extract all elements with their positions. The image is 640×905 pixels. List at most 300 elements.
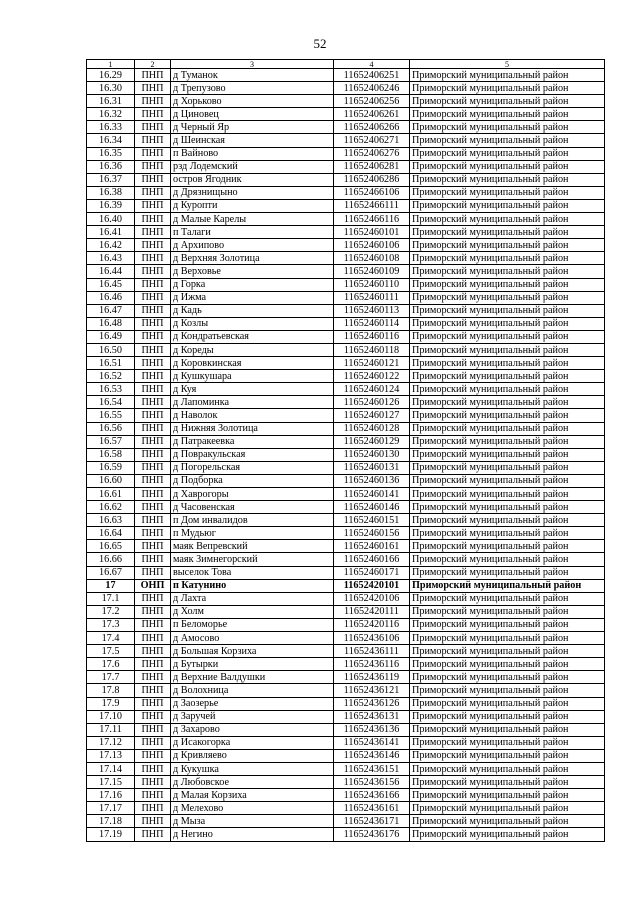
settlement-name-cell: д Холм: [171, 605, 334, 618]
table-row: [87, 789, 605, 802]
table-row: [87, 435, 605, 448]
oktmo-code-cell: 11652460151: [334, 514, 410, 527]
district-cell: Приморский муниципальный район: [410, 173, 605, 186]
district-cell: Приморский муниципальный район: [410, 343, 605, 356]
row-number-cell: 16.61: [87, 488, 135, 501]
settlement-name-cell: д Негино: [171, 828, 334, 841]
district-cell: Приморский муниципальный район: [410, 317, 605, 330]
settlement-name-cell: п Мудьюг: [171, 527, 334, 540]
table-row: [87, 474, 605, 487]
settlement-type-cell: ПНП: [135, 396, 171, 409]
table-row: [87, 160, 605, 173]
row-number-cell: 16.67: [87, 566, 135, 579]
table-row: [87, 501, 605, 514]
column-number-1: 1: [87, 60, 135, 69]
oktmo-code-cell: 11652436116: [334, 658, 410, 671]
settlement-type-cell: ПНП: [135, 749, 171, 762]
district-cell: Приморский муниципальный район: [410, 422, 605, 435]
table-row: [87, 776, 605, 789]
settlement-type-cell: ПНП: [135, 658, 171, 671]
row-number-cell: 17.11: [87, 723, 135, 736]
oktmo-code-cell: 11652460127: [334, 409, 410, 422]
oktmo-code-cell: 11652420101: [334, 579, 410, 592]
settlement-name-cell: д Коровкинская: [171, 357, 334, 370]
settlement-name-cell: д Куропти: [171, 199, 334, 212]
settlement-name-cell: д Кореды: [171, 343, 334, 356]
oktmo-code-cell: 11652460101: [334, 226, 410, 239]
district-cell: Приморский муниципальный район: [410, 330, 605, 343]
settlement-name-cell: д Лапоминка: [171, 396, 334, 409]
oktmo-code-cell: 11652460114: [334, 317, 410, 330]
oktmo-code-cell: 11652420116: [334, 618, 410, 631]
settlement-type-cell: ПНП: [135, 710, 171, 723]
table-row: [87, 828, 605, 841]
oktmo-code-cell: 11652436141: [334, 736, 410, 749]
district-cell: Приморский муниципальный район: [410, 553, 605, 566]
table-row: [87, 186, 605, 199]
district-cell: Приморский муниципальный район: [410, 514, 605, 527]
settlement-type-cell: ПНП: [135, 723, 171, 736]
settlement-name-cell: д Горка: [171, 278, 334, 291]
settlement-name-cell: д Кривляево: [171, 749, 334, 762]
oktmo-code-cell: 11652436131: [334, 710, 410, 723]
district-cell: Приморский муниципальный район: [410, 370, 605, 383]
settlement-name-cell: д Хаврогоры: [171, 488, 334, 501]
settlement-type-cell: ПНП: [135, 540, 171, 553]
table-row: [87, 645, 605, 658]
table-row: [87, 448, 605, 461]
table-row: [87, 252, 605, 265]
settlement-name-cell: д Погорельская: [171, 461, 334, 474]
table-row: [87, 592, 605, 605]
oktmo-code-cell: 11652460111: [334, 291, 410, 304]
settlement-name-cell: д Бутырки: [171, 658, 334, 671]
table-row: [87, 749, 605, 762]
settlement-name-cell: п Катунино: [171, 579, 334, 592]
oktmo-code-cell: 11652436161: [334, 802, 410, 815]
settlement-type-cell: ПНП: [135, 291, 171, 304]
settlement-name-cell: д Волохница: [171, 684, 334, 697]
row-number-cell: 16.39: [87, 199, 135, 212]
settlements-table: [86, 59, 605, 842]
district-cell: Приморский муниципальный район: [410, 540, 605, 553]
oktmo-code-cell: 11652460161: [334, 540, 410, 553]
table-row: [87, 527, 605, 540]
settlement-type-cell: ПНП: [135, 527, 171, 540]
table-row: [87, 566, 605, 579]
row-number-cell: 16.34: [87, 134, 135, 147]
oktmo-code-cell: 11652460156: [334, 527, 410, 540]
oktmo-code-cell: 11652466111: [334, 199, 410, 212]
oktmo-code-cell: 11652436111: [334, 645, 410, 658]
table-row: [87, 199, 605, 212]
settlement-name-cell: д Мелехово: [171, 802, 334, 815]
table-row: [87, 540, 605, 553]
table-row: [87, 396, 605, 409]
settlement-type-cell: ПНП: [135, 435, 171, 448]
district-cell: Приморский муниципальный район: [410, 435, 605, 448]
oktmo-code-cell: 11652460126: [334, 396, 410, 409]
district-cell: Приморский муниципальный район: [410, 684, 605, 697]
settlement-name-cell: д Хорьково: [171, 95, 334, 108]
settlement-type-cell: ПНП: [135, 121, 171, 134]
district-cell: Приморский муниципальный район: [410, 828, 605, 841]
table-row: [87, 553, 605, 566]
row-number-cell: 16.45: [87, 278, 135, 291]
oktmo-code-cell: 11652460171: [334, 566, 410, 579]
settlement-name-cell: д Захарово: [171, 723, 334, 736]
district-cell: Приморский муниципальный район: [410, 749, 605, 762]
settlement-name-cell: д Заозерье: [171, 697, 334, 710]
table-row: [87, 213, 605, 226]
row-number-cell: 16.40: [87, 213, 135, 226]
row-number-cell: 16.41: [87, 226, 135, 239]
settlement-name-cell: д Нижняя Золотица: [171, 422, 334, 435]
settlement-name-cell: д Лахта: [171, 592, 334, 605]
oktmo-code-cell: 11652460128: [334, 422, 410, 435]
row-number-cell: 17: [87, 579, 135, 592]
row-number-cell: 16.63: [87, 514, 135, 527]
settlement-type-cell: ПНП: [135, 592, 171, 605]
table-row: [87, 697, 605, 710]
settlement-type-cell: ПНП: [135, 147, 171, 160]
row-number-cell: 17.6: [87, 658, 135, 671]
row-number-cell: 16.57: [87, 435, 135, 448]
district-cell: Приморский муниципальный район: [410, 736, 605, 749]
settlement-type-cell: ПНП: [135, 684, 171, 697]
settlement-name-cell: д Трепузово: [171, 82, 334, 95]
table-row: [87, 802, 605, 815]
settlement-name-cell: д Большая Корзиха: [171, 645, 334, 658]
row-number-cell: 17.2: [87, 605, 135, 618]
row-number-cell: 17.12: [87, 736, 135, 749]
table-row: [87, 134, 605, 147]
oktmo-code-cell: 11652436156: [334, 776, 410, 789]
column-number-5: 5: [410, 60, 605, 69]
table-row: [87, 658, 605, 671]
settlement-type-cell: ПНП: [135, 383, 171, 396]
settlement-type-cell: ПНП: [135, 173, 171, 186]
oktmo-code-cell: 11652460106: [334, 239, 410, 252]
table-row: [87, 605, 605, 618]
oktmo-code-cell: 11652436176: [334, 828, 410, 841]
table-row: [87, 69, 605, 82]
row-number-cell: 16.49: [87, 330, 135, 343]
oktmo-code-cell: 11652460121: [334, 357, 410, 370]
table-row: [87, 579, 605, 592]
row-number-cell: 16.32: [87, 108, 135, 121]
district-cell: Приморский муниципальный район: [410, 710, 605, 723]
oktmo-code-cell: 11652466116: [334, 213, 410, 226]
settlement-type-cell: ПНП: [135, 645, 171, 658]
district-cell: Приморский муниципальный район: [410, 815, 605, 828]
settlement-name-cell: д Малая Корзиха: [171, 789, 334, 802]
oktmo-code-cell: 11652460122: [334, 370, 410, 383]
settlement-name-cell: д Дрязнищыно: [171, 186, 334, 199]
row-number-cell: 16.65: [87, 540, 135, 553]
settlement-type-cell: ПНП: [135, 815, 171, 828]
table-row: [87, 82, 605, 95]
settlement-name-cell: д Шеинская: [171, 134, 334, 147]
settlement-type-cell: ПНП: [135, 474, 171, 487]
district-cell: Приморский муниципальный район: [410, 579, 605, 592]
settlement-name-cell: д Амосово: [171, 632, 334, 645]
row-number-cell: 16.50: [87, 343, 135, 356]
table-row: [87, 422, 605, 435]
settlement-type-cell: ПНП: [135, 514, 171, 527]
settlement-type-cell: ПНП: [135, 330, 171, 343]
table-row: [87, 671, 605, 684]
oktmo-code-cell: 11652406261: [334, 108, 410, 121]
row-number-cell: 17.7: [87, 671, 135, 684]
table-row: [87, 815, 605, 828]
row-number-cell: 16.64: [87, 527, 135, 540]
oktmo-code-cell: 11652460124: [334, 383, 410, 396]
settlement-type-cell: ПНП: [135, 671, 171, 684]
row-number-cell: 16.33: [87, 121, 135, 134]
settlement-type-cell: ПНП: [135, 134, 171, 147]
oktmo-code-cell: 11652460141: [334, 488, 410, 501]
table-row: [87, 147, 605, 160]
settlement-type-cell: ПНП: [135, 265, 171, 278]
settlement-name-cell: п Вайново: [171, 147, 334, 160]
row-number-cell: 17.1: [87, 592, 135, 605]
oktmo-code-cell: 11652406251: [334, 69, 410, 82]
settlement-type-cell: ПНП: [135, 488, 171, 501]
district-cell: Приморский муниципальный район: [410, 304, 605, 317]
settlement-type-cell: ПНП: [135, 553, 171, 566]
settlement-type-cell: ПНП: [135, 304, 171, 317]
settlement-type-cell: ПНП: [135, 82, 171, 95]
district-cell: Приморский муниципальный район: [410, 802, 605, 815]
oktmo-code-cell: 11652436121: [334, 684, 410, 697]
table-row: [87, 304, 605, 317]
settlement-type-cell: ПНП: [135, 199, 171, 212]
oktmo-code-cell: 11652436119: [334, 671, 410, 684]
oktmo-code-cell: 11652460113: [334, 304, 410, 317]
table-row: [87, 239, 605, 252]
oktmo-code-cell: 11652460136: [334, 474, 410, 487]
settlement-name-cell: д Архипово: [171, 239, 334, 252]
row-number-cell: 17.14: [87, 762, 135, 775]
settlement-name-cell: д Часовенская: [171, 501, 334, 514]
district-cell: Приморский муниципальный район: [410, 199, 605, 212]
row-number-cell: 17.18: [87, 815, 135, 828]
district-cell: Приморский муниципальный район: [410, 252, 605, 265]
district-cell: Приморский муниципальный район: [410, 160, 605, 173]
settlement-name-cell: д Заручей: [171, 710, 334, 723]
table-row: [87, 317, 605, 330]
district-cell: Приморский муниципальный район: [410, 605, 605, 618]
settlement-name-cell: д Куя: [171, 383, 334, 396]
settlement-name-cell: д Кушкушара: [171, 370, 334, 383]
district-cell: Приморский муниципальный район: [410, 291, 605, 304]
row-number-cell: 16.60: [87, 474, 135, 487]
district-cell: Приморский муниципальный район: [410, 671, 605, 684]
oktmo-code-cell: 11652436171: [334, 815, 410, 828]
district-cell: Приморский муниципальный район: [410, 448, 605, 461]
settlement-type-cell: ПНП: [135, 762, 171, 775]
oktmo-code-cell: 11652460110: [334, 278, 410, 291]
row-number-cell: 16.53: [87, 383, 135, 396]
table-row: [87, 684, 605, 697]
row-number-cell: 16.38: [87, 186, 135, 199]
table-row: [87, 265, 605, 278]
settlement-name-cell: д Кондратьевская: [171, 330, 334, 343]
settlement-name-cell: д Исакогорка: [171, 736, 334, 749]
district-cell: Приморский муниципальный район: [410, 239, 605, 252]
settlement-name-cell: д Наволок: [171, 409, 334, 422]
settlement-type-cell: ПНП: [135, 160, 171, 173]
settlement-name-cell: д Циновец: [171, 108, 334, 121]
row-number-cell: 16.36: [87, 160, 135, 173]
table-row: [87, 383, 605, 396]
table-row: [87, 762, 605, 775]
settlement-type-cell: ПНП: [135, 566, 171, 579]
settlement-type-cell: ПНП: [135, 213, 171, 226]
district-cell: Приморский муниципальный район: [410, 501, 605, 514]
district-cell: Приморский муниципальный район: [410, 121, 605, 134]
table-row: [87, 330, 605, 343]
settlement-name-cell: д Верховье: [171, 265, 334, 278]
settlement-type-cell: ПНП: [135, 776, 171, 789]
settlement-name-cell: д Верхняя Золотица: [171, 252, 334, 265]
district-cell: Приморский муниципальный район: [410, 108, 605, 121]
table-row: [87, 618, 605, 631]
table-row: [87, 343, 605, 356]
row-number-cell: 16.52: [87, 370, 135, 383]
row-number-cell: 16.43: [87, 252, 135, 265]
district-cell: Приморский муниципальный район: [410, 186, 605, 199]
district-cell: Приморский муниципальный район: [410, 461, 605, 474]
settlement-type-cell: ПНП: [135, 69, 171, 82]
district-cell: Приморский муниципальный район: [410, 134, 605, 147]
oktmo-code-cell: 11652460129: [334, 435, 410, 448]
district-cell: Приморский муниципальный район: [410, 789, 605, 802]
district-cell: Приморский муниципальный район: [410, 762, 605, 775]
oktmo-code-cell: 11652420106: [334, 592, 410, 605]
row-number-cell: 17.19: [87, 828, 135, 841]
oktmo-code-cell: 11652436126: [334, 697, 410, 710]
row-number-cell: 17.10: [87, 710, 135, 723]
row-number-cell: 16.44: [87, 265, 135, 278]
oktmo-code-cell: 11652466106: [334, 186, 410, 199]
oktmo-code-cell: 11652460130: [334, 448, 410, 461]
settlement-type-cell: ПНП: [135, 605, 171, 618]
oktmo-code-cell: 11652436151: [334, 762, 410, 775]
settlement-name-cell: п Дом инвалидов: [171, 514, 334, 527]
district-cell: Приморский муниципальный район: [410, 776, 605, 789]
settlement-name-cell: д Кукушка: [171, 762, 334, 775]
settlement-name-cell: д Повракульская: [171, 448, 334, 461]
settlement-name-cell: д Верхние Валдушки: [171, 671, 334, 684]
table-row: [87, 409, 605, 422]
table-row: [87, 632, 605, 645]
district-cell: Приморский муниципальный район: [410, 226, 605, 239]
settlement-name-cell: д Туманок: [171, 69, 334, 82]
table-row: [87, 710, 605, 723]
settlement-name-cell: маяк Зимнегорский: [171, 553, 334, 566]
settlement-type-cell: ПНП: [135, 697, 171, 710]
table-row: [87, 723, 605, 736]
district-cell: Приморский муниципальный район: [410, 409, 605, 422]
oktmo-code-cell: 11652436106: [334, 632, 410, 645]
district-cell: Приморский муниципальный район: [410, 265, 605, 278]
oktmo-code-cell: 11652460131: [334, 461, 410, 474]
table-row: [87, 291, 605, 304]
settlement-type-cell: ПНП: [135, 409, 171, 422]
district-cell: Приморский муниципальный район: [410, 658, 605, 671]
settlement-type-cell: ПНП: [135, 370, 171, 383]
oktmo-code-cell: 11652436146: [334, 749, 410, 762]
district-cell: Приморский муниципальный район: [410, 566, 605, 579]
settlement-name-cell: маяк Вепревский: [171, 540, 334, 553]
row-number-cell: 16.58: [87, 448, 135, 461]
column-number-3: 3: [171, 60, 334, 69]
oktmo-code-cell: 11652406256: [334, 95, 410, 108]
row-number-cell: 17.3: [87, 618, 135, 631]
page-number: 52: [313, 36, 327, 51]
settlement-name-cell: д Кадь: [171, 304, 334, 317]
settlement-type-cell: ПНП: [135, 461, 171, 474]
district-cell: Приморский муниципальный район: [410, 527, 605, 540]
district-cell: Приморский муниципальный район: [410, 69, 605, 82]
district-cell: Приморский муниципальный район: [410, 592, 605, 605]
oktmo-code-cell: 11652460116: [334, 330, 410, 343]
settlement-name-cell: д Малые Карелы: [171, 213, 334, 226]
oktmo-code-cell: 11652460146: [334, 501, 410, 514]
row-number-cell: 16.42: [87, 239, 135, 252]
settlement-type-cell: ПНП: [135, 186, 171, 199]
oktmo-code-cell: 11652406271: [334, 134, 410, 147]
settlement-type-cell: ПНП: [135, 108, 171, 121]
settlement-type-cell: ПНП: [135, 618, 171, 631]
row-number-cell: 17.13: [87, 749, 135, 762]
settlement-type-cell: ПНП: [135, 501, 171, 514]
table-row: [87, 736, 605, 749]
row-number-cell: 16.59: [87, 461, 135, 474]
row-number-cell: 16.47: [87, 304, 135, 317]
oktmo-code-cell: 11652406286: [334, 173, 410, 186]
oktmo-code-cell: 11652436166: [334, 789, 410, 802]
oktmo-code-cell: 11652420111: [334, 605, 410, 618]
district-cell: Приморский муниципальный район: [410, 632, 605, 645]
settlement-type-cell: ПНП: [135, 448, 171, 461]
district-cell: Приморский муниципальный район: [410, 147, 605, 160]
oktmo-code-cell: 11652460166: [334, 553, 410, 566]
oktmo-code-cell: 11652460109: [334, 265, 410, 278]
oktmo-code-cell: 11652406276: [334, 147, 410, 160]
settlement-name-cell: п Беломорье: [171, 618, 334, 631]
row-number-cell: 16.30: [87, 82, 135, 95]
settlement-name-cell: выселок Това: [171, 566, 334, 579]
row-number-cell: 16.35: [87, 147, 135, 160]
settlement-name-cell: д Подборка: [171, 474, 334, 487]
settlement-name-cell: рзд Лодемский: [171, 160, 334, 173]
row-number-cell: 16.46: [87, 291, 135, 304]
row-number-cell: 16.54: [87, 396, 135, 409]
row-number-cell: 16.29: [87, 69, 135, 82]
settlement-name-cell: остров Ягодник: [171, 173, 334, 186]
district-cell: Приморский муниципальный район: [410, 723, 605, 736]
settlement-type-cell: ПНП: [135, 343, 171, 356]
column-number-2: 2: [135, 60, 171, 69]
district-cell: Приморский муниципальный район: [410, 383, 605, 396]
row-number-cell: 16.51: [87, 357, 135, 370]
district-cell: Приморский муниципальный район: [410, 278, 605, 291]
settlement-name-cell: д Любовское: [171, 776, 334, 789]
oktmo-code-cell: 11652406246: [334, 82, 410, 95]
